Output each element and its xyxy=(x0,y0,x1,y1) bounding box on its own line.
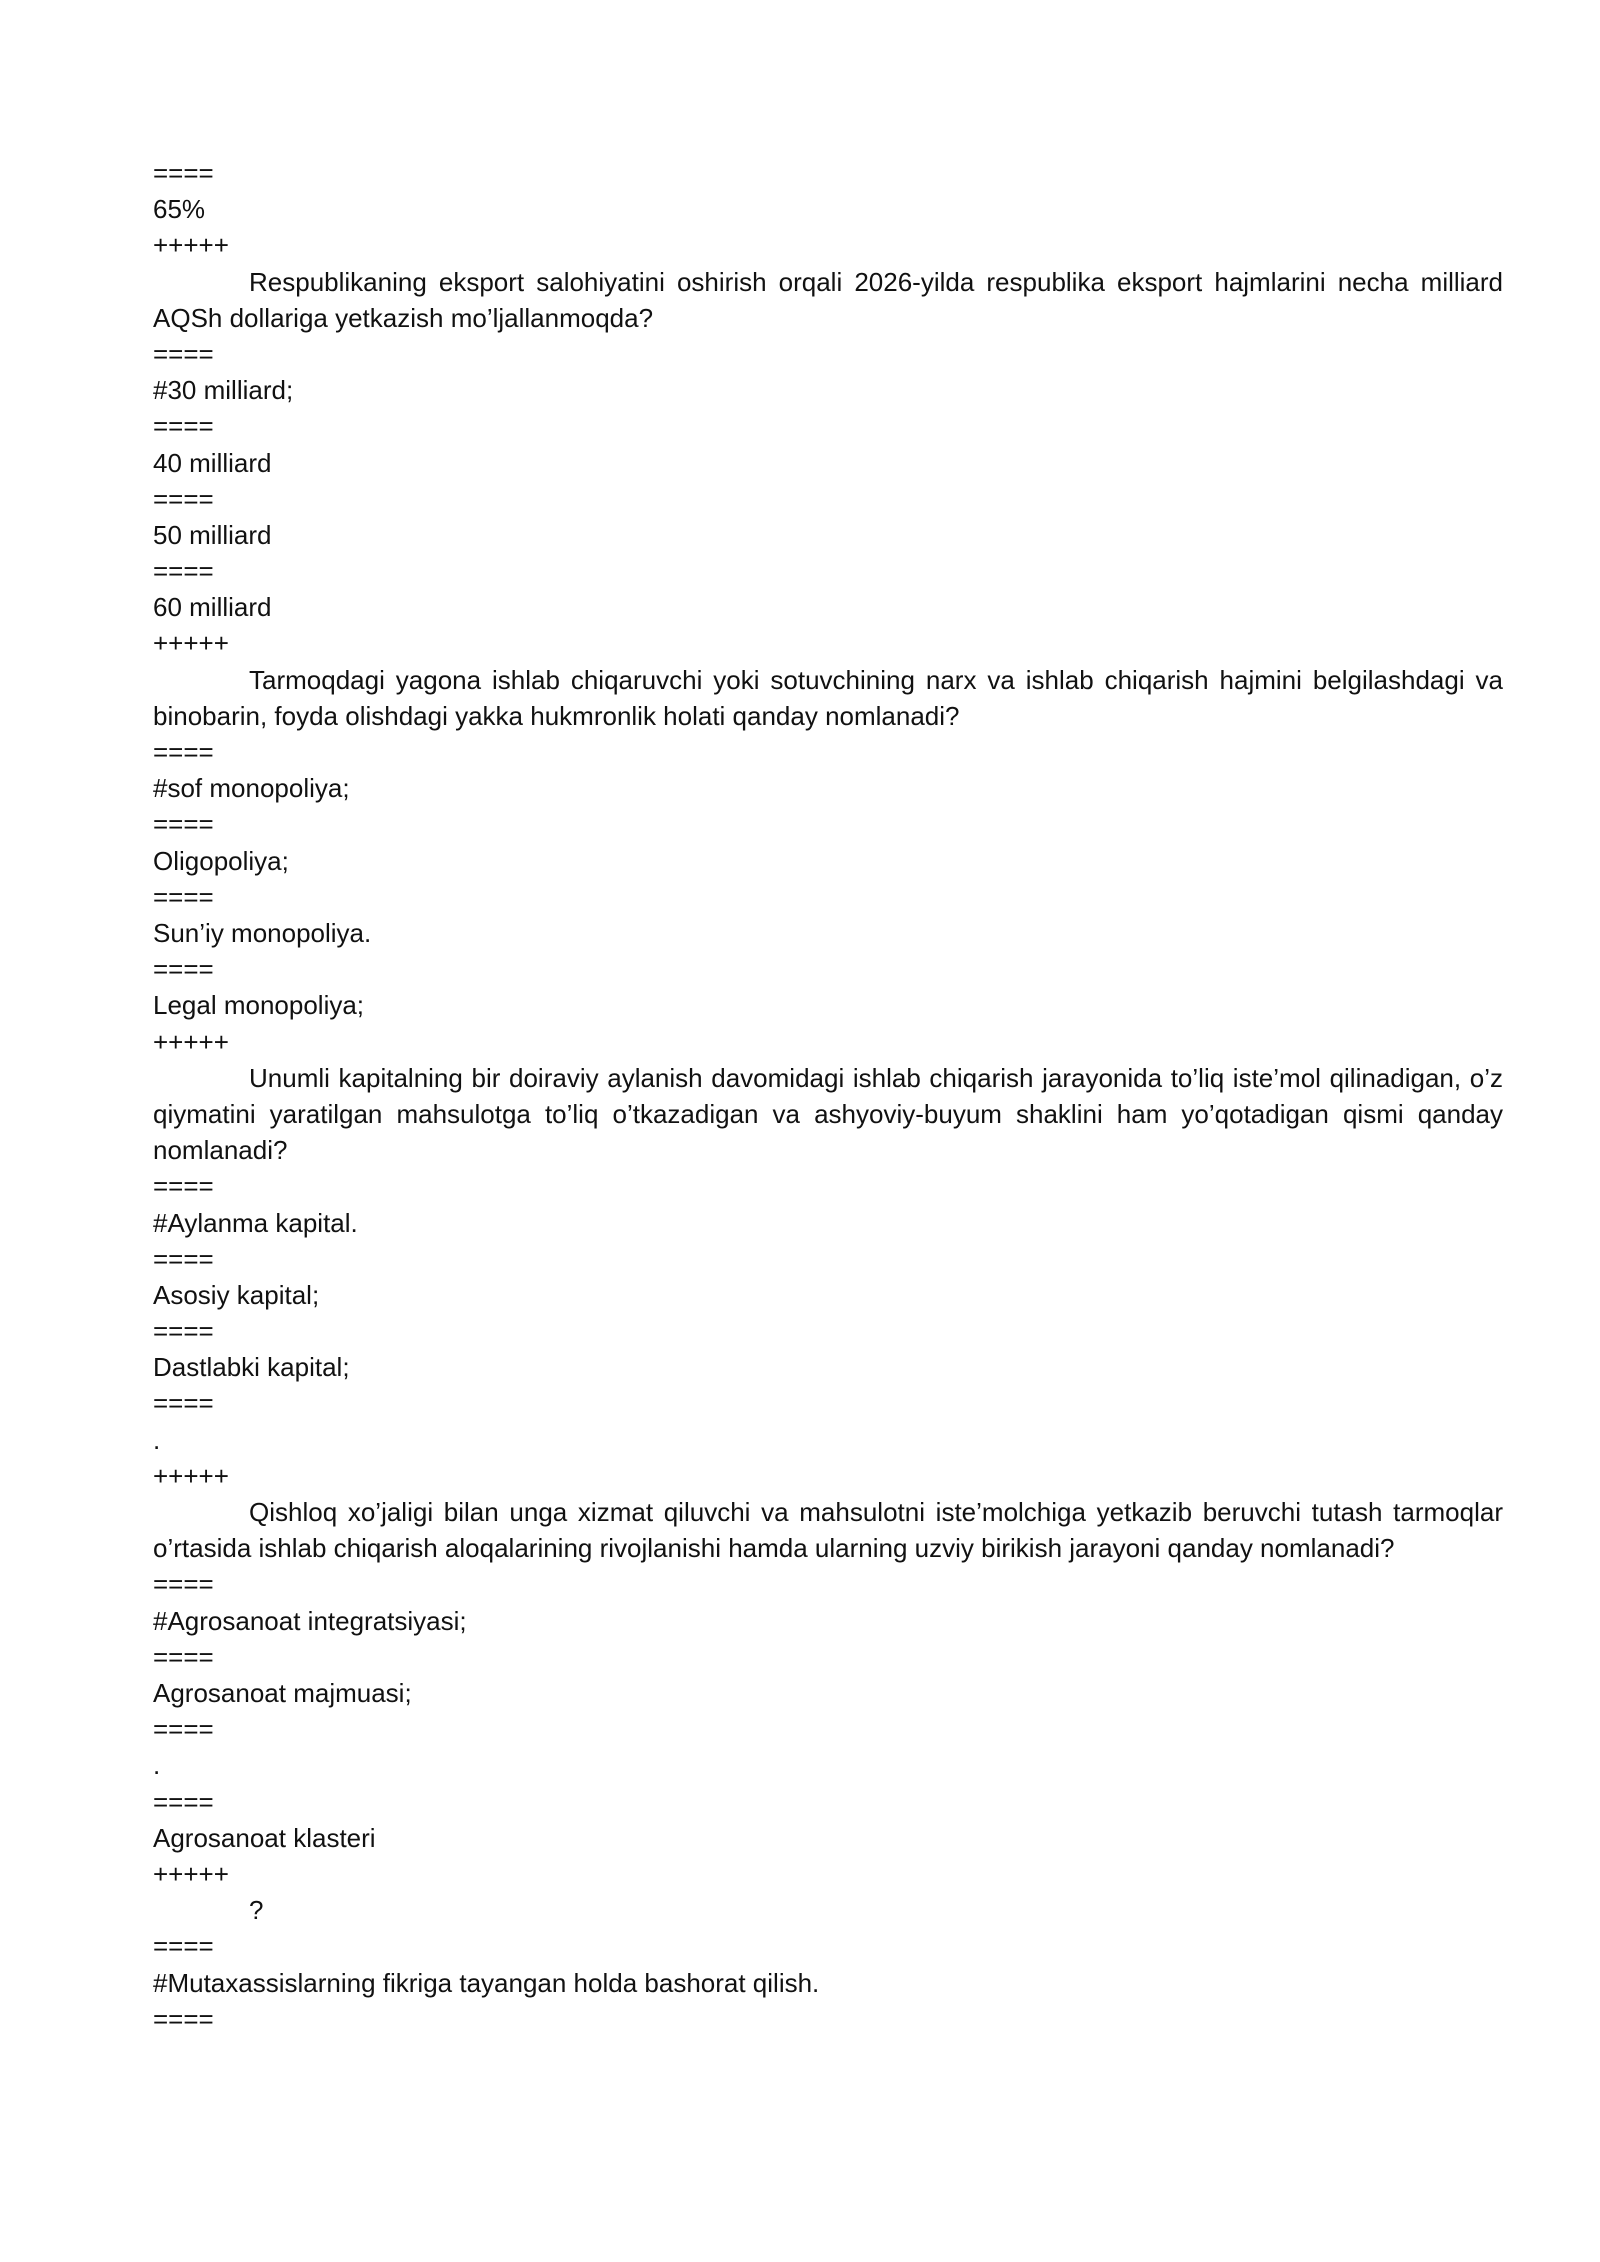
answer-separator: ==== xyxy=(153,954,214,985)
correct-answer: #Agrosanoat integratsiyasi; xyxy=(153,1605,467,1636)
answer-option: Legal monopoliya; xyxy=(153,990,365,1021)
question-text: ? xyxy=(249,1895,264,1926)
answer-separator: ==== xyxy=(153,737,214,768)
question-text: Unumli kapitalning bir doiraviy aylanish davomidagi ishlab chiqarish jarayonida to’liq iste’mol qilinadigan, o’z qiymatini yaratilgan mahsulotga to’liq o’tkazadigan va ashyoviy-buyum shaklini ham yo’qotadigan qismi qanday nomlanadi? xyxy=(153,1062,1503,1166)
answer-separator: ==== xyxy=(153,881,214,912)
answer-option: Agrosanoat majmuasi; xyxy=(153,1678,412,1709)
question-separator: +++++ xyxy=(153,1026,229,1057)
answer-option: Asosiy kapital; xyxy=(153,1279,320,1310)
answer-separator: ==== xyxy=(153,411,214,442)
answer-option: . xyxy=(153,1750,161,1781)
correct-answer: #Aylanma kapital. xyxy=(153,1207,358,1238)
answer-separator: ==== xyxy=(153,1931,214,1962)
answer-separator: ==== xyxy=(153,1243,214,1274)
correct-answer: #sof monopoliya; xyxy=(153,773,350,804)
answer-separator: ==== xyxy=(153,1786,214,1817)
answer-separator: ==== xyxy=(153,338,214,369)
answer-separator: ==== xyxy=(153,1569,214,1600)
answer-option: 65% xyxy=(153,194,206,225)
answer-option: Dastlabki kapital; xyxy=(153,1352,350,1383)
correct-answer: #Mutaxassislarning fikriga tayangan holda bashorat qilish. xyxy=(153,1967,820,1998)
answer-separator: ==== xyxy=(153,158,214,188)
question-text: Tarmoqdagi yagona ishlab chiqaruvchi yoki sotuvchining narx va ishlab chiqarish hajmini belgilashdagi va binobarin, foyda olishdagi yakka hukmronlik holati qanday nomlanadi? xyxy=(153,664,1503,731)
answer-option: Agrosanoat klasteri xyxy=(153,1822,376,1853)
answer-separator: ==== xyxy=(153,1388,214,1419)
answer-separator: ==== xyxy=(153,556,214,587)
question-text: Respublikaning eksport salohiyatini oshirish orqali 2026-yilda respublika eksport hajmlarini necha milliard AQSh dollariga yetkazish mo’ljallanmoqda? xyxy=(153,266,1503,333)
answer-separator: ==== xyxy=(153,1171,214,1202)
answer-separator: ==== xyxy=(153,483,214,514)
answer-option: 50 milliard xyxy=(153,519,272,550)
document-page xyxy=(153,155,1503,2037)
question-separator: +++++ xyxy=(153,1460,229,1491)
correct-answer: #30 milliard; xyxy=(153,375,294,406)
answer-option: . xyxy=(153,1424,161,1455)
answer-option: Sun’iy monopoliya. xyxy=(153,918,372,948)
question-separator: +++++ xyxy=(153,628,229,659)
answer-option: 60 milliard xyxy=(153,592,272,623)
answer-separator: ==== xyxy=(153,1316,214,1347)
answer-option: 40 milliard xyxy=(153,447,272,478)
question-separator: +++++ xyxy=(153,230,229,261)
question-separator: +++++ xyxy=(153,1858,229,1889)
answer-separator: ==== xyxy=(153,809,214,840)
answer-separator: ==== xyxy=(153,1714,214,1745)
answer-separator: ==== xyxy=(153,2003,214,2034)
question-text: Qishloq xo’jaligi bilan unga xizmat qiluvchi va mahsulotni iste’molchiga yetkazib beruvchi tutash tarmoqlar o’rtasida ishlab chiqarish aloqalarining rivojlanishi hamda ularning uzviy birikish jarayoni qanday nomlanadi? xyxy=(153,1497,1503,1564)
answer-option: Oligopoliya; xyxy=(153,845,289,876)
answer-separator: ==== xyxy=(153,1641,214,1672)
